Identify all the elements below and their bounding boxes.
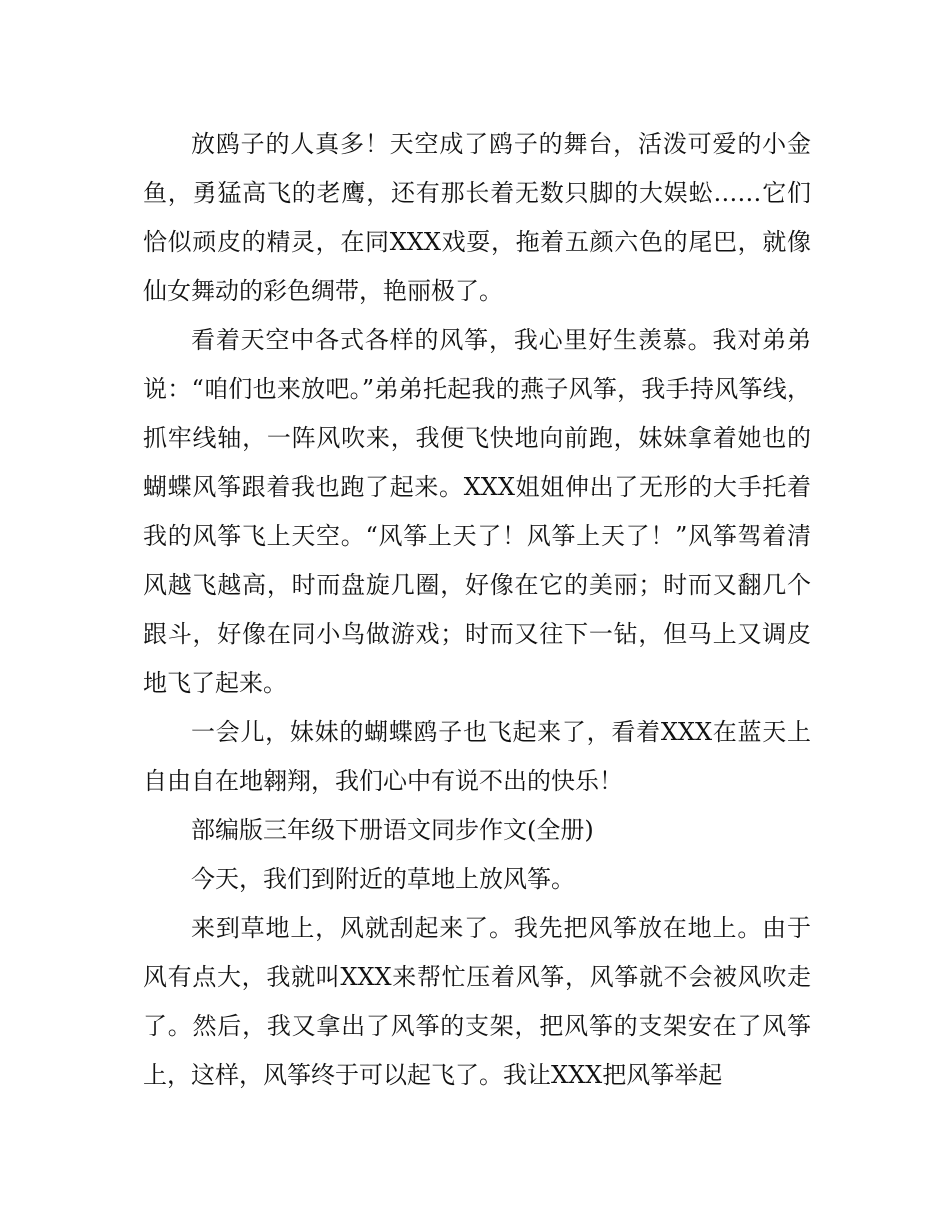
section-heading: 部编版三年级下册语文同步作文(全册): [191, 816, 594, 844]
document-body: [143, 120, 811, 1100]
paragraph-on-the-grass: 来到草地上，风就刮起来了。我先把风筝放在地上。由于风有点大，我就叫XXX来帮忙压着风筝，风筝就不会被风吹走了。然后，我又拿出了风筝的支架，把风筝的支架安在了风筝上，这样，风筝终于可以起飞了。我让XXX把风筝举起: [143, 914, 811, 1089]
paragraph-kites-in-sky: 放鸥子的人真多！天空成了鸥子的舞台，活泼可爱的小金鱼，勇猛高飞的老鹰，还有那长着无数只脚的大娱蚣……它们恰似顽皮的精灵，在同XXX戏耍，拖着五颜六色的尾巴，就像仙女舞动的彩色绸带，艳丽极了。: [143, 130, 811, 305]
paragraph-today: 今天，我们到附近的草地上放风筝。: [191, 865, 575, 893]
paragraph-flying-kite: 看着天空中各式各样的风筝，我心里好生羡慕。我对弟弟说：“咱们也来放吧。”弟弟托起我的燕子风筝，我手持风筝线，抓牢线轴，一阵风吹来，我便飞快地向前跑，妹妹拿着她也的蝴蝶风筝跟着我也跑了起来。XXX姐姐伸出了无形的大手托着我的风筝飞上天空。“风筝上天了！风筝上天了！”风筝驾着清风越飞越高，时而盘旋几圈，好像在它的美丽；时而又翻几个跟斗，好像在同小鸟做游戏；时而又往下一钻，但马上又调皮地飞了起来。: [143, 326, 811, 697]
paragraph-sister-kite: 一会儿，妹妹的蝴蝶鸥子也飞起来了，看着XXX在蓝天上自由自在地翱翔，我们心中有说不出的快乐！: [143, 718, 811, 795]
